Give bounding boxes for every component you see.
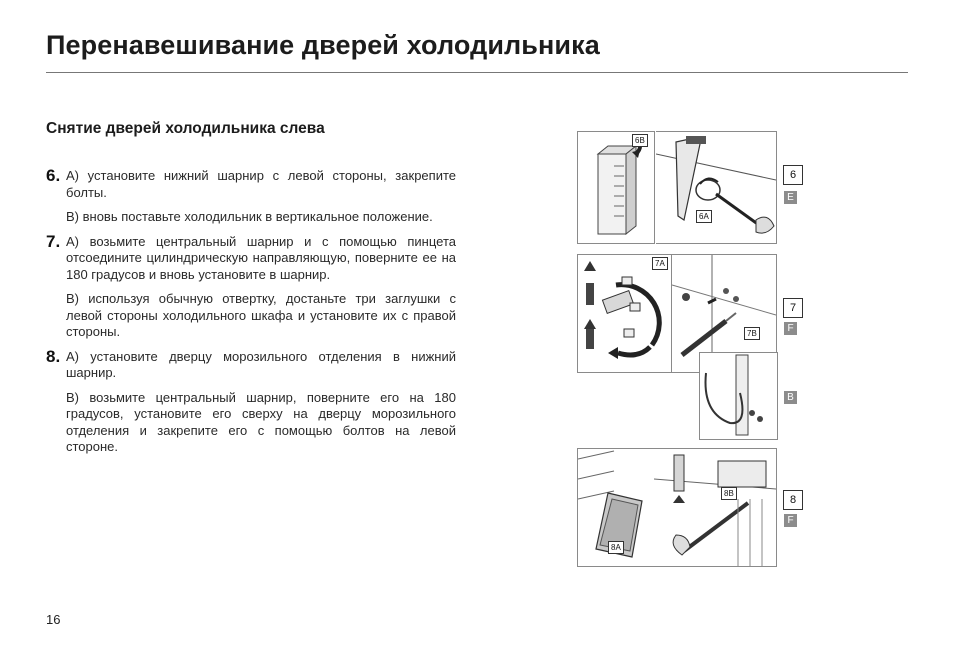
step-paragraph-b: В) используя обычную отвертку, достаньте три заглушки с левой стороны холодильного шкафа и установите их с правой стороны. xyxy=(66,291,456,339)
figure-6b-fridge xyxy=(577,131,655,244)
step-paragraph-a: А) установите дверцу морозильного отделения в нижний шарнир. xyxy=(66,348,456,380)
side-letter-marker: F xyxy=(784,514,797,527)
title-divider xyxy=(46,72,908,73)
figure-b-cable xyxy=(699,352,778,440)
page-title: Перенавешивание дверей холодильника xyxy=(46,30,600,60)
side-step-marker: 6 xyxy=(783,165,803,185)
side-letter-marker: E xyxy=(784,191,797,204)
side-step-marker: 8 xyxy=(783,490,803,510)
step-paragraph-a: А) установите нижний шарнир с левой стороны, закрепите болты. xyxy=(66,168,456,200)
step-number: 6. xyxy=(46,166,61,185)
figure-8b-central-hinge xyxy=(654,448,777,567)
page-number: 16 xyxy=(46,612,61,627)
figure-6a-hinge xyxy=(656,131,777,244)
step-6 xyxy=(46,168,456,226)
figure-8a-freezer-door xyxy=(577,448,655,567)
figure-label: 7B xyxy=(744,327,760,340)
step-number: 8. xyxy=(46,346,61,366)
figure-label: 6A xyxy=(696,210,712,223)
figure-label: 7A xyxy=(652,257,668,270)
step-number: 7. xyxy=(46,231,61,251)
instruction-steps xyxy=(46,168,456,464)
step-8 xyxy=(46,346,456,456)
figure-label: 8A xyxy=(608,541,624,554)
figure-label: 8B xyxy=(721,487,737,500)
side-letter-marker: F xyxy=(784,322,797,335)
step-7 xyxy=(46,231,456,341)
side-step-marker: 7 xyxy=(783,298,803,318)
step-paragraph-b: В) возьмите центральный шарнир, поверните его на 180 градусов, установите его сверху на дверцу морозильного отделения и закрепите его с помощью болтов на левой стороне. xyxy=(66,389,456,454)
figure-7a-rotate-guide xyxy=(577,254,672,373)
section-subtitle: Снятие дверей холодильника слева xyxy=(46,120,325,137)
side-letter-marker: B xyxy=(784,391,797,404)
step-paragraph-a: А) возьмите центральный шарнир и с помощью пинцета отсоедините цилиндрическую направляющую, поверните ее на 180 градусов и вновь установите в шарнир. xyxy=(66,233,456,282)
step-paragraph-b: В) вновь поставьте холодильник в вертикальное положение. xyxy=(66,209,433,224)
figure-label: 6B xyxy=(632,134,648,147)
